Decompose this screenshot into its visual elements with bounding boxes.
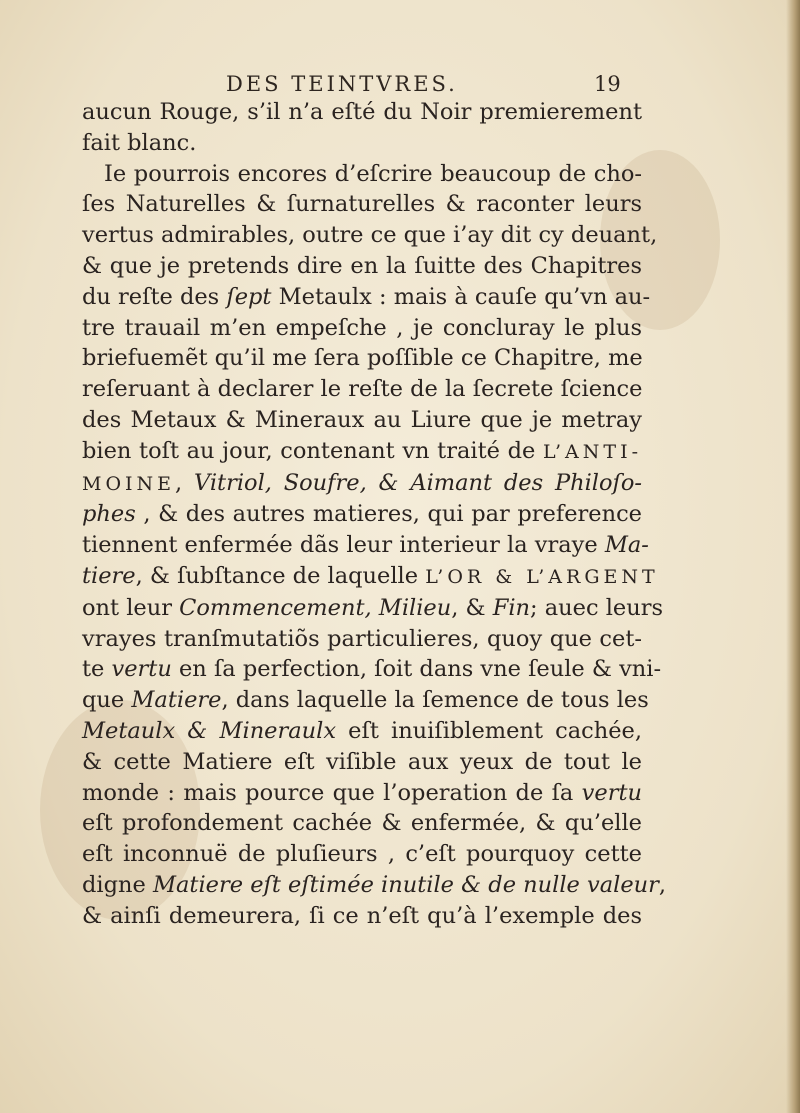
text-line bbox=[82, 716, 642, 747]
text-line bbox=[82, 159, 642, 190]
text-segment: des Metaux & Mineraux au Liure que je metray bbox=[82, 406, 642, 433]
text-line bbox=[82, 189, 642, 220]
text-segment: , & bbox=[451, 594, 493, 621]
text-segment: vertus admirables, outre ce que i’ay dit cy deuant, bbox=[82, 222, 658, 249]
text-line bbox=[82, 499, 642, 530]
italic-text: Metaulx & Mineraulx bbox=[82, 717, 337, 744]
text-line bbox=[82, 220, 658, 251]
text-segment: , bbox=[658, 871, 667, 898]
text-line bbox=[82, 313, 642, 344]
text-line bbox=[82, 468, 642, 500]
text-segment: & que je pretends dire en la ſuitte des Chapitres bbox=[82, 252, 642, 279]
text-segment: eſt inuiſiblement cachée, bbox=[336, 717, 643, 744]
text-segment: , bbox=[175, 469, 194, 496]
body-text bbox=[82, 97, 667, 932]
text-line bbox=[82, 97, 642, 128]
italic-text: Vitriol, Soufre, & Aimant des Philoſo- bbox=[193, 469, 642, 496]
text-line bbox=[82, 343, 642, 374]
text-segment: ; auec leurs bbox=[530, 594, 664, 621]
text-segment: briefuemẽt qu’il me ſera poſſible ce Chapitre, me bbox=[82, 345, 643, 372]
text-segment: bien toſt au jour, contenant vn traité de bbox=[82, 437, 543, 464]
text-line bbox=[82, 654, 662, 685]
running-header bbox=[226, 68, 626, 100]
text-segment: Ie pourrois encores d’eſcrire beaucoup de cho- bbox=[104, 160, 642, 187]
text-line bbox=[82, 405, 642, 436]
text-line bbox=[82, 530, 649, 561]
italic-text: Ma- bbox=[604, 532, 649, 559]
text-segment: tiennent enfermée dãs leur interieur la vraye bbox=[82, 532, 605, 559]
text-segment: , & ſubſtance de laquelle bbox=[135, 562, 426, 589]
small-caps-text: MOINE bbox=[82, 472, 176, 495]
text-segment: en ſa perfection, ſoit dans vne ſeule & vni- bbox=[171, 656, 662, 683]
text-segment: que bbox=[82, 687, 132, 714]
text-segment: du reſte des bbox=[82, 283, 227, 310]
text-line bbox=[82, 561, 659, 593]
text-segment: digne bbox=[82, 871, 153, 898]
text-segment: vrayes tranſmutatiõs particulieres, quoy que cet- bbox=[82, 625, 642, 652]
text-segment: tre trauail m’en empeſche , je concluray le plus bbox=[82, 314, 642, 341]
text-segment: , & des autres matieres, qui par preference bbox=[135, 501, 642, 528]
text-segment: eſt inconnuë de pluſieurs , c’eſt pourquoy cette bbox=[82, 841, 642, 868]
text-segment: ſes Naturelles & ſurnaturelles & raconter leurs bbox=[82, 191, 642, 218]
text-line bbox=[82, 685, 649, 716]
page-edge bbox=[786, 0, 800, 1113]
italic-text: Matiere eſt eſtimée inutile & de nulle valeur bbox=[152, 871, 659, 898]
running-title: DES TEINTVRES. bbox=[226, 72, 458, 96]
text-segment: Metaulx : mais à cauſe qu’vn au- bbox=[271, 283, 651, 310]
text-segment: ont leur bbox=[82, 594, 180, 621]
text-line bbox=[82, 870, 667, 901]
text-segment: , dans laquelle la ſemence de tous les bbox=[221, 687, 649, 714]
text-line bbox=[82, 282, 651, 313]
text-segment: & cette Matiere eſt viſible aux yeux de tout le bbox=[82, 748, 642, 775]
text-line bbox=[82, 593, 664, 624]
italic-text: ſept bbox=[226, 283, 272, 310]
text-segment: fait blanc. bbox=[82, 129, 197, 156]
text-segment: eſt profondement cachée & enfermée, & qu’elle bbox=[82, 810, 642, 837]
text-line bbox=[82, 901, 642, 932]
text-line bbox=[82, 747, 642, 778]
italic-text: phes bbox=[82, 501, 136, 528]
text-segment: & ainſi demeurera, ſi ce n’eſt qu’à l’exemple des bbox=[82, 902, 642, 929]
text-line bbox=[82, 128, 642, 159]
page-number: 19 bbox=[594, 72, 621, 96]
text-segment: reſeruant à declarer le reſte de la ſecrete ſcience bbox=[82, 376, 643, 403]
small-caps-text: L’ANTI- bbox=[542, 440, 642, 463]
italic-text: tiere bbox=[82, 562, 136, 589]
italic-text: vertu bbox=[581, 779, 642, 806]
text-segment: aucun Rouge, s’il n’a eſté du Noir premierement bbox=[82, 99, 642, 125]
text-segment: monde : mais pource que l’operation de ſa bbox=[82, 779, 582, 806]
text-line bbox=[82, 808, 642, 839]
italic-text: Matiere bbox=[131, 687, 222, 714]
text-line bbox=[82, 436, 642, 468]
text-line bbox=[82, 778, 642, 809]
small-caps-text: L’OR & L’ARGENT bbox=[425, 565, 659, 588]
text-line bbox=[82, 839, 642, 870]
text-segment: te bbox=[82, 656, 112, 683]
italic-text: Commencement, Milieu bbox=[179, 594, 452, 621]
italic-text: Fin bbox=[492, 594, 531, 621]
text-line bbox=[82, 251, 642, 282]
text-line bbox=[82, 624, 642, 655]
italic-text: vertu bbox=[111, 656, 172, 683]
text-line bbox=[82, 374, 642, 405]
